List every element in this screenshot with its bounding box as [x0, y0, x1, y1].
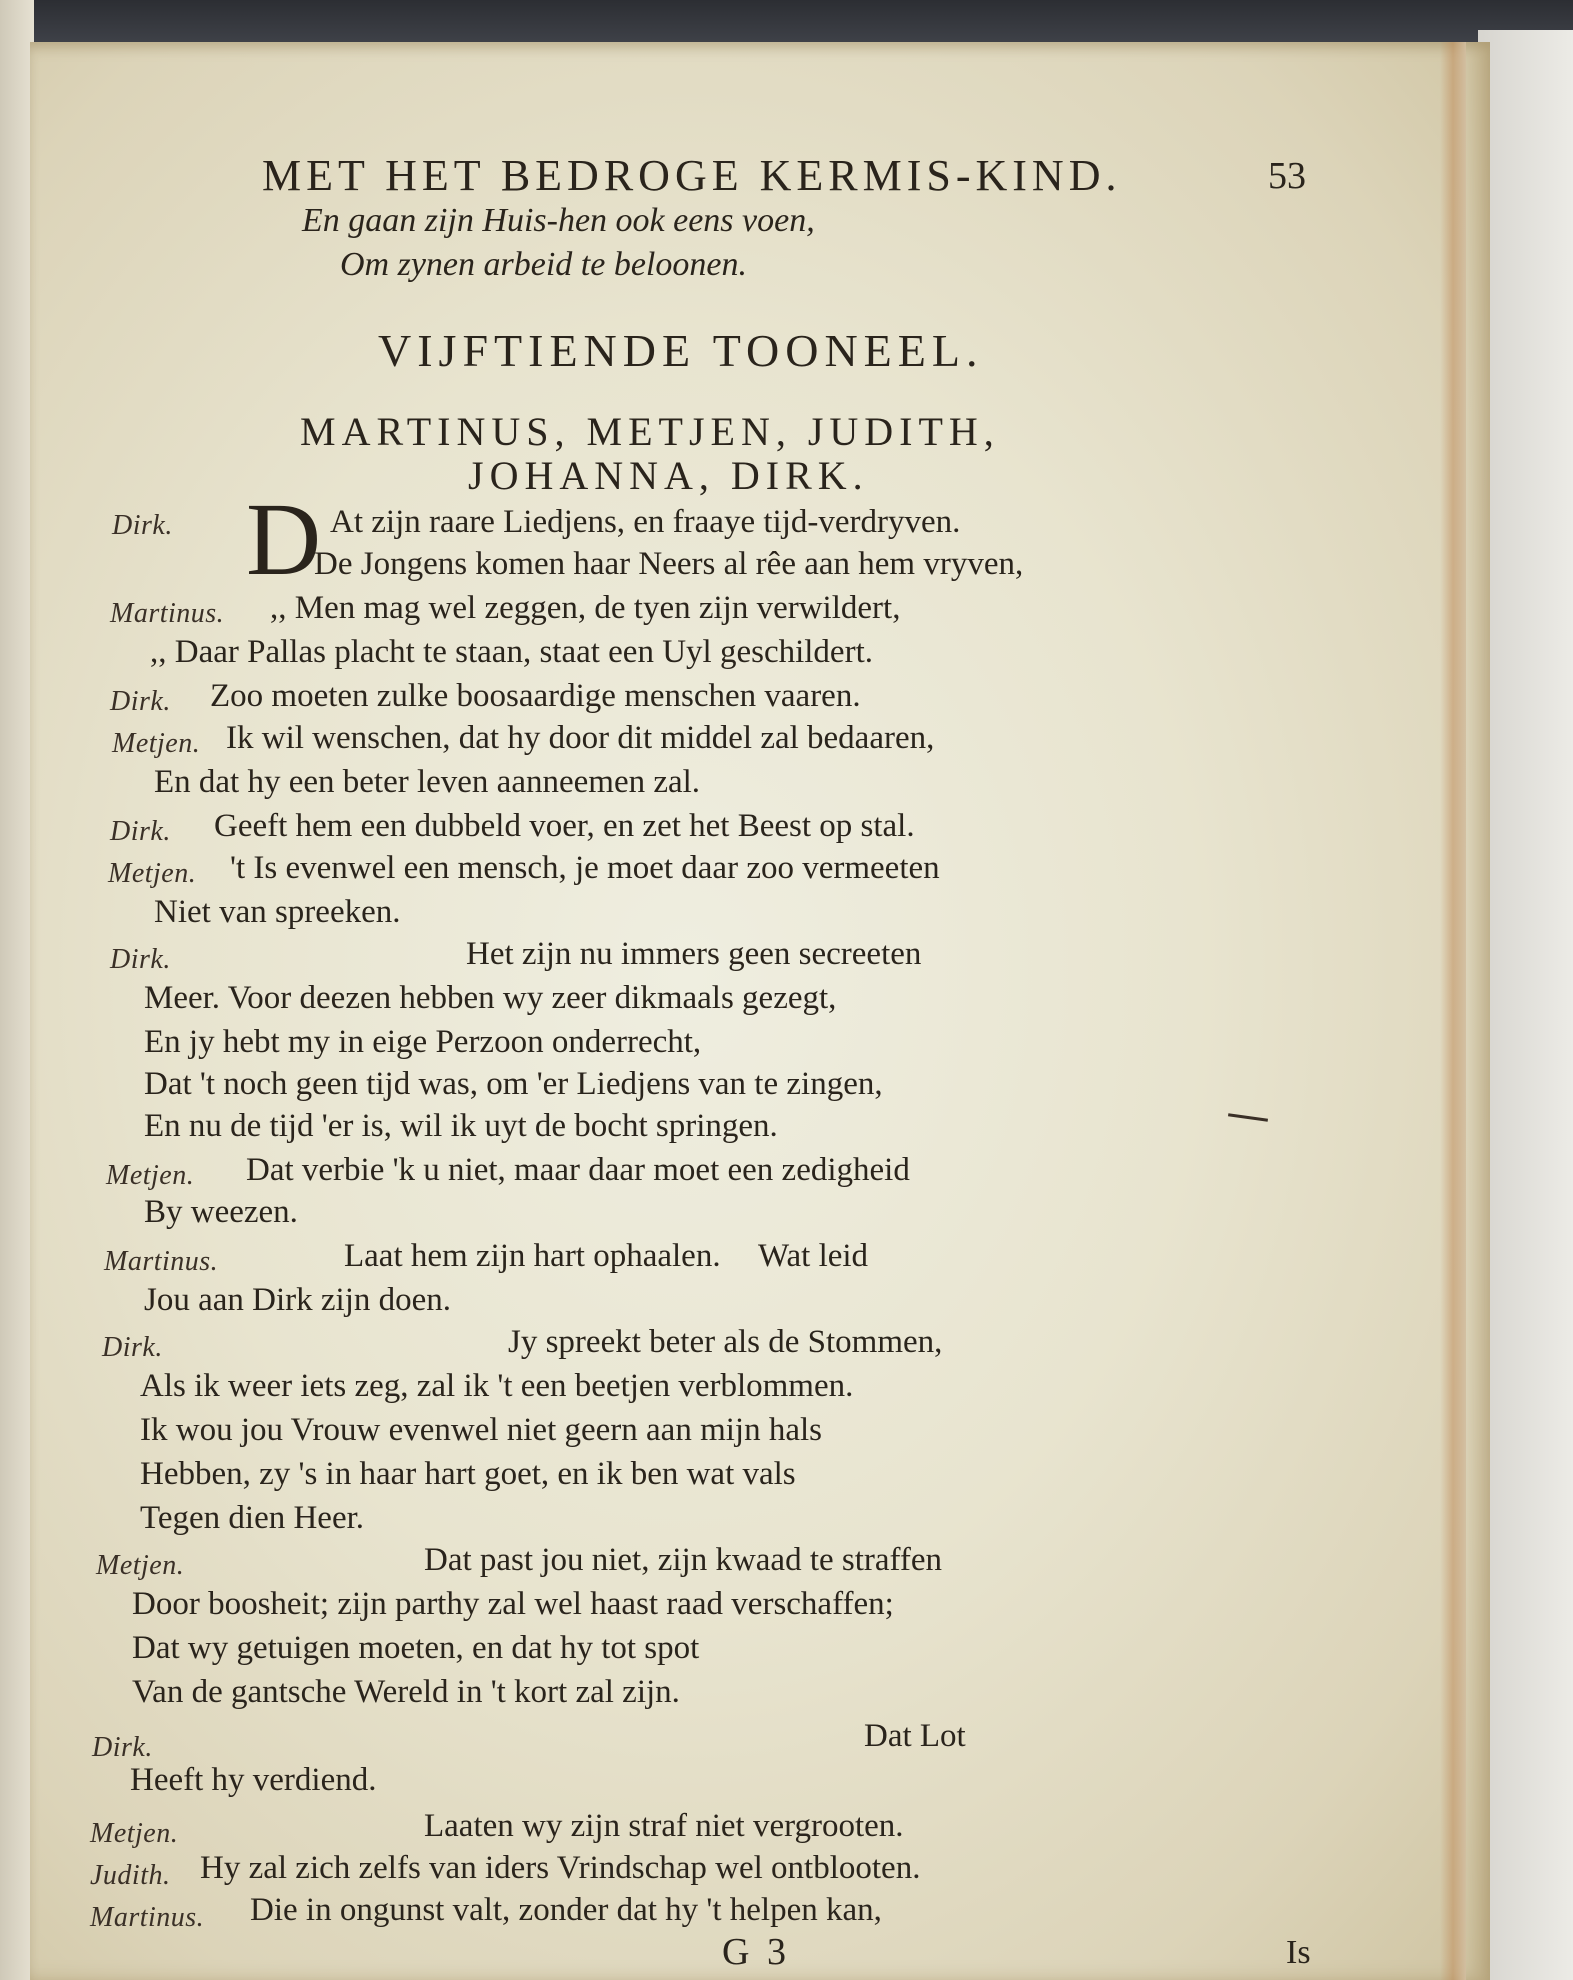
speaker-label: Martinus.: [110, 598, 225, 629]
verse-line: Ik wil wenschen, dat hy door dit middel zal bedaaren,: [226, 720, 935, 756]
verse-line: En nu de tijd 'er is, wil ik uyt de bocht springen.: [144, 1108, 778, 1144]
verse-line: ,, Men mag wel zeggen, de tyen zijn verwildert,: [270, 590, 901, 626]
verse-line: ,, Daar Pallas placht te staan, staat een Uyl geschildert.: [150, 634, 873, 670]
verse-line: Wat leid: [758, 1238, 869, 1274]
verse-line: De Jongens komen haar Neers al rêe aan hem vryven,: [314, 546, 1024, 582]
verse-line: Meer. Voor deezen hebben wy zeer dikmaals gezegt,: [144, 980, 837, 1016]
verse-line: Hebben, zy 's in haar hart goet, en ik ben wat vals: [140, 1456, 796, 1492]
verse-line: En jy hebt my in eige Perzoon onderrecht,: [144, 1024, 702, 1060]
verse-line: Dat wy getuigen moeten, en dat hy tot spot: [132, 1630, 700, 1666]
verse-line: Dat Lot: [864, 1718, 966, 1754]
speaker-label: Metjen.: [90, 1818, 179, 1849]
speaker-label: Dirk.: [110, 944, 171, 975]
signature-mark: G 3: [722, 1931, 790, 1973]
verse-line: En dat hy een beter leven aanneemen zal.: [154, 764, 701, 800]
speaker-label: Metjen.: [96, 1550, 185, 1581]
verse-line: Dat past jou niet, zijn kwaad te straffen: [424, 1542, 943, 1578]
speaker-label: Metjen.: [112, 728, 201, 759]
verse-line: Die in ongunst valt, zonder dat hy 't helpen kan,: [250, 1892, 882, 1928]
verse-line: Hy zal zich zelfs van iders Vrindschap wel ontblooten.: [200, 1850, 921, 1886]
verse-line: Door boosheit; zijn parthy zal wel haast raad verschaffen;: [132, 1586, 894, 1622]
verse-line: Als ik weer iets zeg, zal ik 't een beetjen verblommen.: [140, 1368, 854, 1404]
margin-mark: [1228, 1113, 1268, 1122]
speaker-label: Dirk.: [112, 510, 173, 541]
verse-line: Ik wou jou Vrouw evenwel niet geern aan mijn hals: [140, 1412, 822, 1448]
verse-line: Laat hem zijn hart ophaalen.: [344, 1238, 721, 1274]
speaker-label: Metjen.: [106, 1160, 195, 1191]
verse-line: Tegen dien Heer.: [140, 1500, 365, 1536]
verse-line: Dat 't noch geen tijd was, om 'er Liedjens van te zingen,: [144, 1066, 883, 1102]
verse-line: 't Is evenwel een mensch, je moet daar zoo vermeeten: [230, 850, 940, 886]
verse-line: By weezen.: [144, 1194, 298, 1230]
book-page: [30, 42, 1490, 1980]
verse-line: Jou aan Dirk zijn doen.: [144, 1282, 452, 1318]
book-board-edge: [1478, 30, 1573, 1980]
verse-line: Laaten wy zijn straf niet vergrooten.: [424, 1808, 904, 1844]
speaker-label: Dirk.: [110, 816, 171, 847]
verse-line: At zijn raare Liedjens, en fraaye tijd-verdryven.: [330, 504, 961, 540]
cast-list-line: JOHANNA, DIRK.: [468, 453, 869, 498]
verse-line: Jy spreekt beter als de Stommen,: [508, 1324, 943, 1360]
verse-line: Zoo moeten zulke boosaardige menschen vaaren.: [210, 678, 861, 714]
opening-verse-line: En gaan zijn Huis-hen ook eens voen,: [302, 202, 815, 239]
speaker-label: Martinus.: [90, 1902, 205, 1933]
verse-line: Geeft hem een dubbeld voer, en zet het Beest op stal.: [214, 808, 915, 844]
drop-cap: D: [246, 482, 322, 597]
verse-line: Niet van spreeken.: [154, 894, 401, 930]
running-head: MET HET BEDROGE KERMIS-KIND.: [262, 151, 1122, 200]
opening-verse-line: Om zynen arbeid te beloonen.: [340, 246, 747, 283]
speaker-label: Judith.: [90, 1860, 171, 1891]
facing-page-edge: [0, 0, 34, 1980]
cast-list-line: MARTINUS, METJEN, JUDITH,: [300, 409, 1000, 454]
speaker-label: Dirk.: [110, 686, 171, 717]
speaker-label: Martinus.: [104, 1246, 219, 1277]
verse-line: Van de gantsche Wereld in 't kort zal zijn.: [132, 1674, 680, 1710]
scene-title: VIJFTIENDE TOONEEL.: [378, 325, 984, 376]
verse-line: Het zijn nu immers geen secreeten: [466, 936, 922, 972]
verse-line: Dat verbie 'k u niet, maar daar moet een zedigheid: [246, 1152, 910, 1188]
catchword: Is: [1286, 1934, 1311, 1971]
speaker-label: Dirk.: [102, 1332, 163, 1363]
page-fore-edge: [1440, 42, 1466, 1980]
verse-line: Heeft hy verdiend.: [130, 1762, 377, 1798]
speaker-label: Dirk.: [92, 1732, 153, 1763]
speaker-label: Metjen.: [108, 858, 197, 889]
page-number: 53: [1268, 155, 1306, 197]
